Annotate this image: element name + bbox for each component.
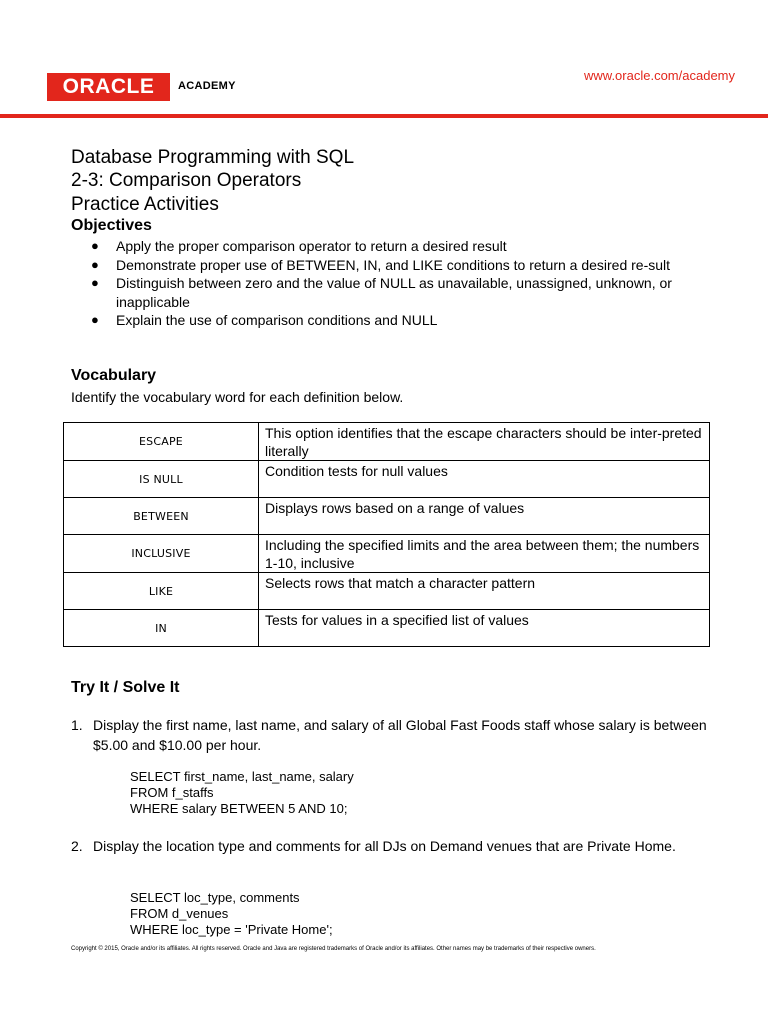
- code-line: FROM d_venues: [130, 906, 229, 921]
- vocab-definition: Tests for values in a specified list of values: [259, 610, 710, 647]
- academy-url-link[interactable]: www.oracle.com/academy: [584, 68, 735, 83]
- academy-label: ACADEMY: [178, 80, 236, 92]
- objectives-list: [71, 237, 711, 330]
- code-block-2: [130, 890, 333, 938]
- table-row: [64, 535, 710, 573]
- code-block-1: [130, 769, 354, 817]
- objectives-heading: Objectives: [71, 217, 152, 234]
- code-line: FROM f_staffs: [130, 785, 214, 800]
- question-1: [71, 715, 711, 755]
- table-row: [64, 498, 710, 535]
- code-line: SELECT first_name, last_name, salary: [130, 769, 354, 784]
- question-number: 2.: [71, 838, 83, 854]
- vocab-definition: Displays rows based on a range of values: [259, 498, 710, 535]
- question-number: 1.: [71, 717, 83, 733]
- list-item: ● Explain the use of comparison conditions and NULL: [91, 312, 438, 328]
- list-item: ● Distinguish between zero and the value of NULL as unavailable, unassigned, unknown, or inapplicable: [91, 275, 672, 310]
- table-row: [64, 423, 710, 461]
- bullet-icon: ●: [91, 256, 99, 272]
- vocab-definition: Including the specified limits and the area between them; the numbers 1-10, inclusive: [259, 535, 710, 573]
- code-line: WHERE salary BETWEEN 5 AND 10;: [130, 801, 348, 816]
- try-it-heading: Try It / Solve It: [71, 679, 180, 696]
- vocab-definition: Condition tests for null values: [259, 461, 710, 498]
- bullet-icon: ●: [91, 275, 99, 290]
- vocab-term: ESCAPE: [64, 423, 259, 461]
- table-row: [64, 461, 710, 498]
- question-text: Display the location type and comments for all DJs on Demand venues that are Private Home.: [93, 838, 676, 854]
- table-row: [64, 610, 710, 647]
- vocab-term: LIKE: [64, 573, 259, 610]
- vocabulary-heading: Vocabulary: [71, 367, 157, 384]
- vocab-term: INCLUSIVE: [64, 535, 259, 573]
- vocab-definition: Selects rows that match a character pattern: [259, 573, 710, 610]
- lesson-title: 2-3: Comparison Operators: [71, 170, 302, 191]
- copyright-footer: Copyright © 2015, Oracle and/or its affiliates. All rights reserved. Oracle and Java are registered trademarks of Oracle and/or its affiliates. Other names may be trademarks of their respective owners.: [71, 946, 596, 952]
- header-divider: [0, 114, 768, 118]
- question-2: [71, 836, 711, 856]
- list-item: ● Apply the proper comparison operator to return a desired result: [91, 238, 507, 254]
- bullet-icon: ●: [91, 312, 99, 327]
- vocabulary-table: [63, 422, 710, 647]
- code-line: SELECT loc_type, comments: [130, 890, 300, 905]
- table-row: [64, 573, 710, 610]
- vocab-term: IN: [64, 610, 259, 647]
- question-text: Display the first name, last name, and salary of all Global Fast Foods staff whose salary is between $5.00 and $10.00 per hour.: [93, 717, 707, 753]
- list-item: ● Demonstrate proper use of BETWEEN, IN, and LIKE conditions to return a desired re-sult: [91, 256, 671, 273]
- code-line: WHERE loc_type = 'Private Home';: [130, 922, 333, 937]
- vocab-term: BETWEEN: [64, 498, 259, 535]
- section-title: Practice Activities: [71, 194, 219, 215]
- vocabulary-instruction: Identify the vocabulary word for each definition below.: [71, 389, 404, 405]
- vocab-term: IS NULL: [64, 461, 259, 498]
- bullet-icon: ●: [91, 238, 99, 253]
- course-title: Database Programming with SQL: [71, 147, 355, 168]
- oracle-logo: ORACLE: [47, 73, 170, 101]
- vocab-definition: This option identifies that the escape characters should be inter-preted literally: [259, 423, 710, 461]
